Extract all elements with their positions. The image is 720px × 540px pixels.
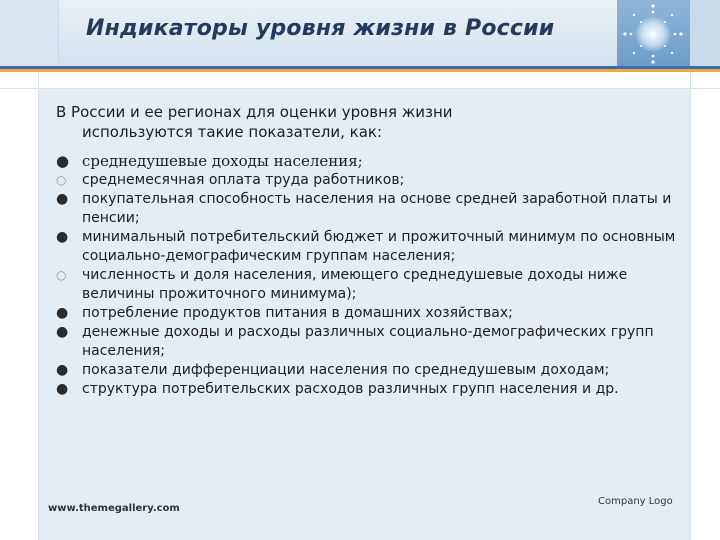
list-item-text: денежные доходы и расходы различных социально-демографических групп населения; [82, 324, 654, 359]
list-item-text: потребление продуктов питания в домашних хозяйствах; [82, 305, 513, 321]
list-item [56, 228, 676, 266]
list-item [56, 190, 676, 228]
list-item-text: среднемесячная оплата труда работников; [82, 172, 405, 188]
list-item-text: показатели дифференциации населения по среднедушевым доходам; [82, 362, 610, 378]
list-item-text: минимальный потребительский бюджет и прожиточный минимум по основным социально-демографическим группам населения; [82, 229, 676, 264]
list-item [56, 323, 676, 361]
intro-text [56, 102, 676, 142]
intro-line-2: используются такие показатели, как: [82, 123, 383, 141]
bullet-dot-icon: ● [56, 324, 69, 340]
list-item [56, 171, 676, 190]
intro-line-1: В России и ее регионах для оценки уровня жизни [56, 103, 453, 121]
title-right-block [690, 0, 720, 66]
title-left-block [0, 0, 59, 66]
list-item-text: среднедушевые доходы населения; [82, 152, 363, 170]
bullet-dot-icon: ● [56, 381, 69, 397]
bullet-list [56, 152, 676, 399]
list-item [56, 152, 676, 171]
list-item-text: структура потребительских расходов различных групп населения и др. [82, 381, 619, 397]
list-item [56, 380, 676, 399]
grid-line [0, 88, 720, 89]
bullet-dot-icon: ● [56, 305, 69, 321]
slide-title: Индикаторы уровня жизни в России [86, 16, 555, 41]
list-item [56, 361, 676, 380]
list-item-text: покупательная способность населения на основе средней заработной платы и пенсии; [82, 191, 672, 226]
bullet-circle-icon: ○ [56, 173, 67, 187]
bullet-dot-icon: ● [56, 362, 69, 378]
footer-url: www.themegallery.com [48, 503, 180, 514]
grid-line [38, 72, 39, 540]
title-rule-orange [0, 69, 720, 72]
sparkle-logo-icon [617, 0, 690, 66]
bullet-dot-icon: ● [56, 191, 69, 207]
bullet-dot-icon: ● [56, 229, 69, 245]
bullet-dot-icon: ● [56, 152, 70, 170]
list-item-text: численность и доля населения, имеющего среднедушевые доходы ниже величины прожиточного минимума); [82, 267, 628, 302]
list-item [56, 304, 676, 323]
list-item [56, 266, 676, 304]
bullet-circle-icon: ○ [56, 268, 67, 282]
company-logo-text: Company Logo [598, 496, 673, 507]
grid-line [690, 72, 691, 540]
